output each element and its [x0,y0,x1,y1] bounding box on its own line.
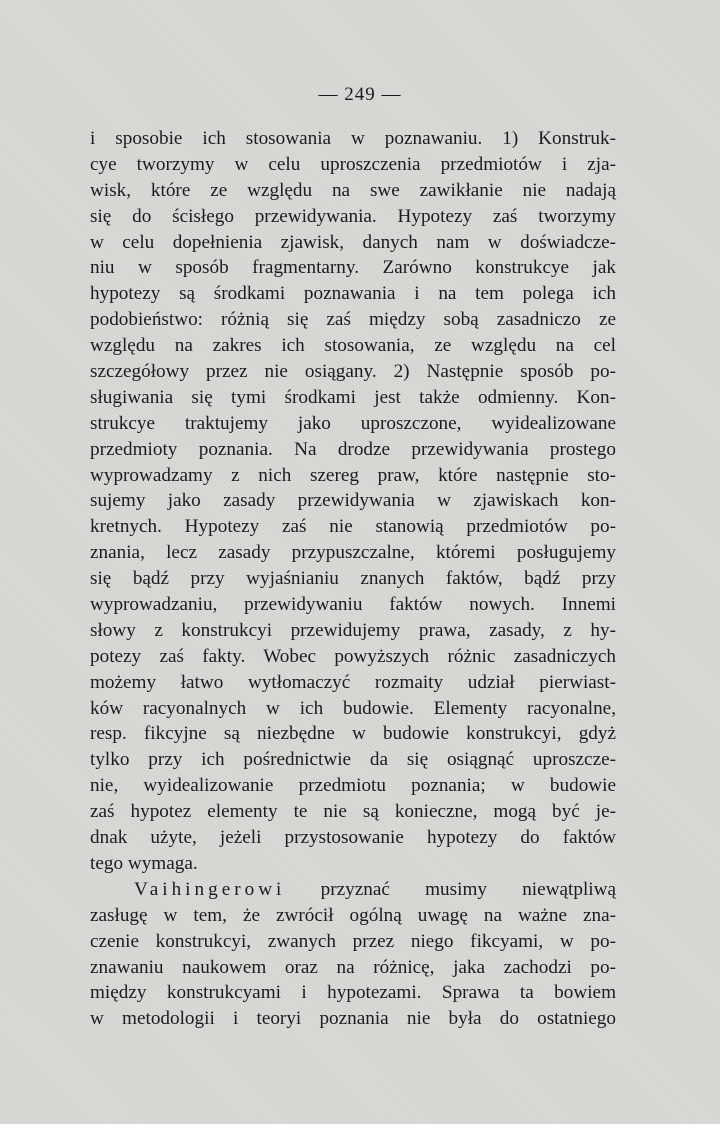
text-line: zaś hypotez elementy te nie są konieczne, mogą być je- [90,801,616,823]
text-line: wyprowadzamy z nich szereg praw, które następnie sto- [90,464,616,486]
text-line: w metodologii i teoryi poznania nie była do ostatniego [90,1008,616,1030]
paragraph-2-first-line [90,877,616,903]
text-line: nie, wyidealizowanie przedmiotu poznania; w budowie [90,775,616,797]
text-line: podobieństwo: różnią się zaś między sobą zasadniczo ze [90,309,616,331]
text-line: niu w sposób fragmentarny. Zarówno konstrukcye jak [90,257,616,279]
text-line: hypotezy są środkami poznawania i na tem polega ich [90,283,616,305]
text-line: możemy łatwo wytłomaczyć rozmaity udział pierwiast- [90,671,616,693]
text-line: przedmioty poznania. Na drodze przewidywania prostego [90,438,616,460]
text-line: wyprowadzaniu, przewidywaniu faktów nowych. Innemi [90,594,616,616]
text-line: między konstrukcyami i hypotezami. Sprawa ta bowiem [90,982,616,1004]
text-line: czenie konstrukcyi, zwanych przez niego fikcyami, w po- [90,930,616,952]
page-number-header: — 249 — [318,84,402,105]
text-fragment: przyznać musimy niewątpliwą [285,878,616,900]
text-line: tylko przy ich pośrednictwie da się osiągnąć uproszcze- [90,749,616,771]
text-line: zasługę w tem, że zwrócił ogólną uwagę na ważne zna- [90,904,616,926]
body-text [90,126,616,1032]
text-line: szczegółowy przez nie osiągany. 2) Następnie sposób po- [90,361,616,383]
text-line: potezy zaś fakty. Wobec powyższych różnic zasadniczych [90,645,616,667]
emphasized-name: Vaihingerowi [134,878,286,900]
text-line: się do ścisłego przewidywania. Hypotezy zaś tworzymy [90,205,616,227]
text-line: sujemy jako zasady przewidywania w zjawiskach kon- [90,490,616,512]
text-line: słowy z konstrukcyi przewidujemy prawa, zasady, z hy- [90,619,616,641]
text-line: cye tworzymy w celu uproszczenia przedmiotów i zja- [90,153,616,175]
text-line: ków racyonalnych w ich budowie. Elementy racyonalne, [90,697,616,719]
text-line: tego wymaga. [90,852,198,874]
text-line: kretnych. Hypotezy zaś nie stanowią przedmiotów po- [90,516,616,538]
text-line: wisk, które ze względu na swe zawikłanie nie nadają [90,179,616,201]
text-line: znania, lecz zasady przypuszczalne, któremi posługujemy [90,542,616,564]
text-line: strukcye traktujemy jako uproszczone, wyidealizowane [90,412,616,434]
text-line: względu na zakres ich stosowania, ze względu na cel [90,335,616,357]
text-line: znawaniu naukowem oraz na różnicę, jaka zachodzi po- [90,956,616,978]
text-line: resp. fikcyjne są niezbędne w budowie konstrukcyi, gdyż [90,723,616,745]
text-line: w celu dopełnienia zjawisk, danych nam w doświadcze- [90,231,616,253]
text-line: dnak użyte, jeżeli przystosowanie hypotezy do faktów [90,827,616,849]
text-line: sługiwania się tymi środkami jest także odmienny. Kon- [90,386,616,408]
text-line: i sposobie ich stosowania w poznawaniu. 1) Konstruk- [90,128,616,149]
text-line: się bądź przy wyjaśnianiu znanych faktów, bądź przy [90,568,616,590]
